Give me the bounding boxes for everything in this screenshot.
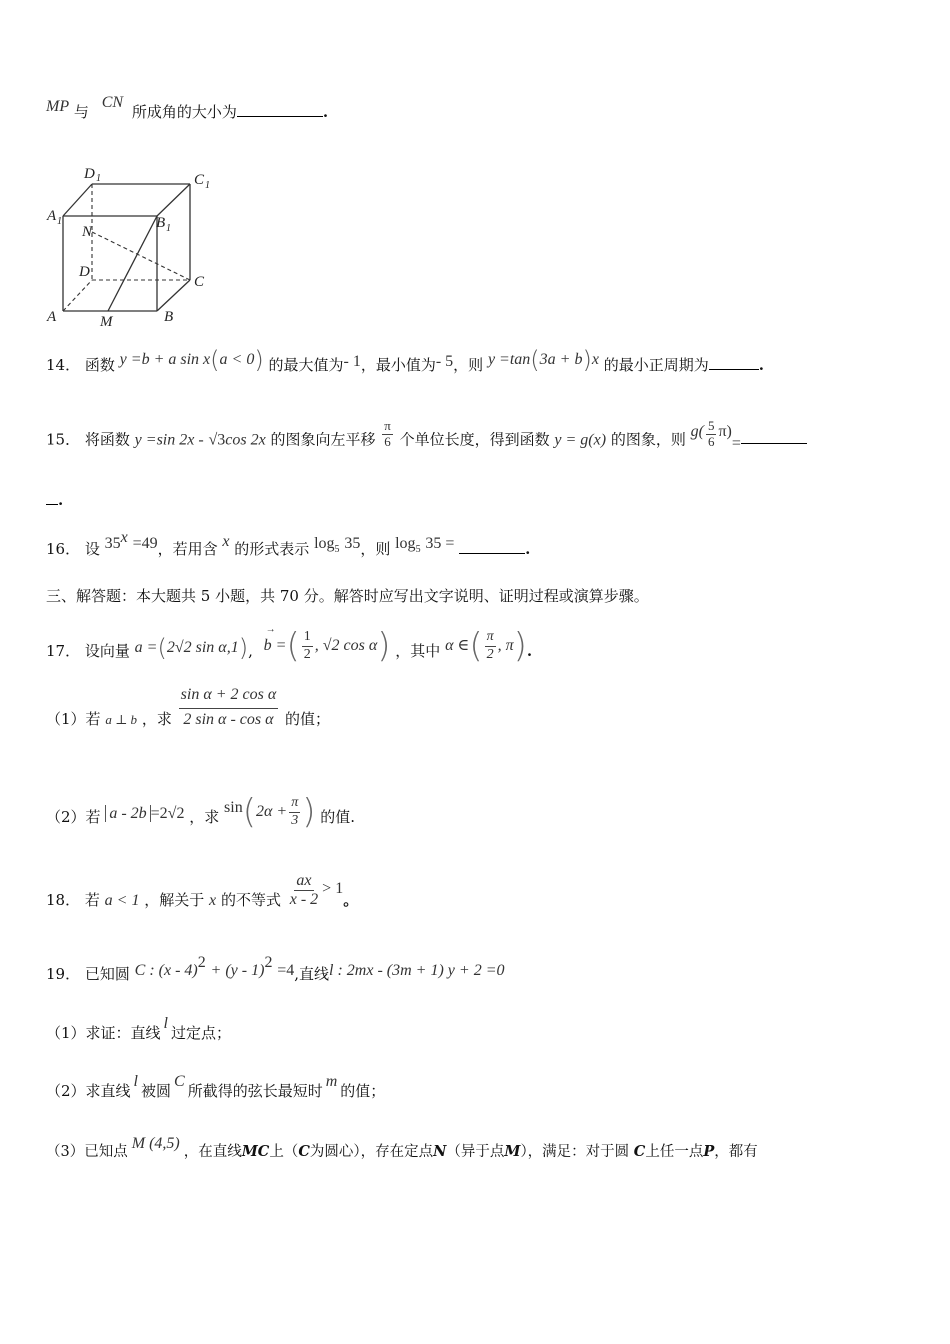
frac-num: 5 [707, 418, 715, 433]
frac-den: 6 [384, 433, 391, 449]
vector-arrow-icon: → [265, 624, 276, 635]
g-expression: g( [690, 423, 704, 441]
sin-arg: 2α + [255, 803, 288, 820]
text: 被圆 [141, 1082, 172, 1100]
edge-a1d1 [63, 184, 92, 216]
shift-fraction [382, 419, 393, 450]
edge-ad-hidden [63, 280, 92, 311]
label-m: M [100, 314, 113, 330]
question-number: 17． [46, 642, 81, 660]
text: 的值； [340, 1082, 386, 1100]
text: 过定点； [171, 1024, 232, 1042]
section-text: 三、解答题：本大题共 5 小题，共 70 分。解答时应写出文字说明、证明过程或演算步骤。 [46, 587, 649, 605]
segment-mb1 [108, 216, 157, 311]
base: 35 [104, 535, 121, 552]
text: 的值； [285, 709, 331, 728]
math-mp: MP [46, 98, 70, 115]
frac-den: 2 sin α - cos α [183, 711, 274, 729]
label-b1-sub: 1 [166, 223, 171, 234]
question-number: 19． [46, 965, 81, 983]
answer-blank-13 [237, 102, 323, 117]
var-m: m [325, 1073, 338, 1090]
log: log [395, 535, 416, 552]
text: 设向量 [84, 642, 130, 660]
text: ，解关于 [144, 890, 205, 909]
text: 设 [84, 540, 100, 558]
question-19-part-2 [46, 1073, 904, 1101]
point-m-label: M [504, 1143, 521, 1160]
frac-num: π [485, 629, 496, 646]
text-with: 与 [73, 103, 89, 121]
answer-blank-14 [709, 355, 759, 370]
comma: , [248, 642, 253, 660]
edge-b1c1 [157, 184, 190, 216]
text: 已知圆 [84, 965, 130, 983]
label-n: N [82, 224, 93, 240]
question-number: 14． [46, 356, 81, 374]
var-x: x [209, 891, 217, 909]
label-d1-sub: 1 [96, 173, 101, 184]
frac-num: π [384, 418, 391, 433]
formula-exp [104, 529, 158, 552]
log-arg: 35 [344, 535, 361, 552]
question-17-part-2: （2）若 a - 2b =2√2 ，求 sin(2α + $\frac{\pi}{3}$ ) 的值. [46, 792, 356, 832]
answer-blank-15-cont [46, 490, 58, 505]
text: ，最小值为 [360, 356, 436, 374]
frac-den: x - 2 [289, 891, 319, 909]
text: 的值. [320, 808, 356, 826]
cube-figure [44, 160, 224, 332]
log-arg: 35 = [425, 535, 455, 552]
text: ，其中 [395, 642, 441, 660]
part-label: （1）求证：直线 [46, 1024, 161, 1042]
max-value: - 1 [343, 353, 361, 370]
var-x: x [591, 351, 599, 368]
log-expression-2 [395, 534, 455, 555]
text: 的图象向左平移 [270, 430, 376, 449]
inequality-fraction [288, 872, 320, 910]
frac-num: π [289, 795, 300, 812]
label-d1: D [84, 166, 95, 182]
period: . [758, 356, 764, 374]
text: 的最小正周期为 [603, 356, 709, 374]
label-c: C [194, 274, 205, 290]
segment-nc-hidden [92, 232, 190, 280]
text: ,直线 [294, 965, 330, 983]
formula-cos: cos 2x [225, 431, 266, 449]
text: ，若用含 [157, 540, 218, 558]
question-19-part-3 [46, 1135, 904, 1161]
question-17-part-1 [46, 686, 904, 742]
text: 的最大值为 [268, 356, 344, 374]
math-cn: CN [101, 94, 124, 111]
point-m: M (4,5) [131, 1135, 180, 1152]
formula-g: y = g(x) [554, 431, 607, 449]
tan-argument: 3a + b [539, 351, 583, 368]
period: . [322, 103, 329, 121]
square-1: 2 [197, 954, 206, 971]
pi-third-fraction [289, 795, 300, 828]
square-2: 2 [264, 954, 273, 971]
line-mc: MC [241, 1143, 270, 1160]
log-base: 5 [415, 544, 421, 555]
frac-num: 1 [302, 629, 313, 646]
range-fraction [485, 629, 496, 662]
text: 所截得的弦长最短时 [187, 1082, 323, 1100]
text: ，求 [141, 709, 172, 728]
circle-c-label: C [633, 1143, 646, 1160]
frac-num: sin α + 2 cos α [179, 686, 279, 709]
answer-blank-15 [741, 429, 807, 444]
question-13-text: 所成角的大小为 [131, 103, 237, 121]
period: . [526, 642, 533, 660]
text: 的形式表示 [234, 540, 310, 558]
log-base: 5 [334, 544, 340, 555]
question-17: 17． 设向量 a =(2√2 sin α,1), → b =( $\frac{1}{2}$ , √2 cos α) ，其中 α ∈( $\frac{\pi}{2}$ , π). [46, 624, 533, 666]
condition: a < 1 [104, 891, 140, 909]
text: ，则 [360, 540, 391, 558]
log-expression [314, 534, 361, 555]
text: 的图象，则 [610, 430, 686, 449]
label-b: B [164, 309, 174, 325]
text: ，在直线 [183, 1144, 242, 1160]
line-equation: l : 2mx - (3m + 1) y + 2 =0 [329, 962, 505, 979]
part-label: （3）已知点 [46, 1144, 128, 1160]
g-fraction [706, 419, 717, 450]
min-value: - 5 [435, 353, 454, 370]
label-d: D [79, 264, 90, 280]
part-label: （2）求直线 [46, 1082, 131, 1100]
text: 上任一点 [645, 1144, 704, 1160]
label-c1-sub: 1 [205, 180, 210, 191]
condition: a < 0 [219, 351, 255, 368]
text: ），满足：对于圆 [520, 1144, 630, 1160]
edge-bc [157, 280, 190, 311]
text: ，求 [189, 808, 220, 826]
text: ，则 [453, 356, 484, 374]
inequality-rhs: > 1 [322, 879, 344, 897]
log: log [314, 535, 335, 552]
alpha-range: α ∈ [445, 637, 470, 654]
frac-den: 2 [486, 646, 494, 662]
abs-expression: a - 2b [105, 805, 150, 822]
formula-y: y =b + a sin x [119, 351, 211, 368]
frac-den: 3 [291, 812, 299, 828]
circle-eq-a: C : (x - 4) [134, 962, 198, 979]
period: 。 [343, 890, 359, 909]
circle-c: C [174, 1073, 185, 1090]
label-a: A [47, 309, 57, 325]
question-19 [46, 954, 904, 984]
text: 函数 [84, 356, 115, 374]
point-n: N [433, 1143, 447, 1160]
circle-eq-b: + (y - 1) [210, 962, 265, 979]
part-label: （2）若 [46, 808, 101, 826]
sin: sin [224, 799, 243, 816]
vector-a: a = [134, 639, 158, 656]
text: 上（ [269, 1144, 299, 1160]
ratio-fraction [179, 686, 279, 730]
g-pi: π) [718, 423, 732, 441]
question-18 [46, 872, 904, 920]
equals: = [731, 435, 741, 453]
question-13-tail [46, 94, 904, 122]
var-x: x [222, 533, 230, 550]
question-19-part-1 [46, 1015, 904, 1043]
question-16 [46, 529, 904, 561]
point-p: P [703, 1143, 715, 1160]
question-number: 18． [46, 890, 81, 909]
formula-tan: y =tan [487, 351, 531, 368]
condition: a ⊥ b [105, 711, 138, 727]
center-c: C [298, 1143, 310, 1160]
frac-num: ax [294, 872, 313, 891]
text: （异于点 [446, 1144, 505, 1160]
label-b1: B [156, 215, 166, 231]
exponent: x [120, 529, 128, 546]
question-15 [46, 418, 904, 456]
question-number: 16． [46, 540, 81, 558]
vector-b-wrap [263, 624, 287, 661]
answer-blank-16 [459, 539, 525, 554]
question-number: 15． [46, 430, 81, 449]
label-c1: C [194, 172, 205, 188]
range-rest: , π [497, 637, 514, 654]
text: 若 [84, 890, 100, 909]
label-a1: A [47, 208, 57, 224]
sqrt-3: √3 [208, 431, 226, 449]
period: . [525, 540, 531, 558]
question-14: 14． 函数 y =b + a sin x(a < 0) 的最大值为- 1，最小值为- 5，则 y =tan(3a + b)x 的最小正周期为 . [46, 346, 764, 374]
text: 为圆心），存在定点 [309, 1144, 434, 1160]
circle-eq-c: =4 [277, 962, 295, 979]
line-l: l [133, 1073, 138, 1090]
text: 个单位长度，得到函数 [399, 430, 550, 449]
question-15-continued [46, 490, 904, 509]
part-label: （1）若 [46, 709, 101, 728]
line-l: l [163, 1015, 168, 1032]
text: 将函数 [84, 430, 130, 449]
frac-den: 6 [707, 433, 715, 449]
frac-den: 2 [303, 646, 311, 662]
abs-value: =2√2 [150, 805, 185, 822]
formula-sin: y =sin 2x - [134, 431, 204, 449]
section-3-heading [46, 585, 904, 606]
vector-a-components: 2√2 sin α,1 [166, 639, 239, 656]
text: 的不等式 [220, 890, 281, 909]
period: . [58, 491, 64, 509]
label-a1-sub: 1 [57, 216, 62, 227]
vector-b-rest: , √2 cos α [314, 637, 378, 654]
text: ，都有 [714, 1144, 758, 1160]
b-fraction [302, 629, 313, 662]
equals: =49 [132, 535, 158, 552]
vector-b: b = [263, 637, 287, 654]
